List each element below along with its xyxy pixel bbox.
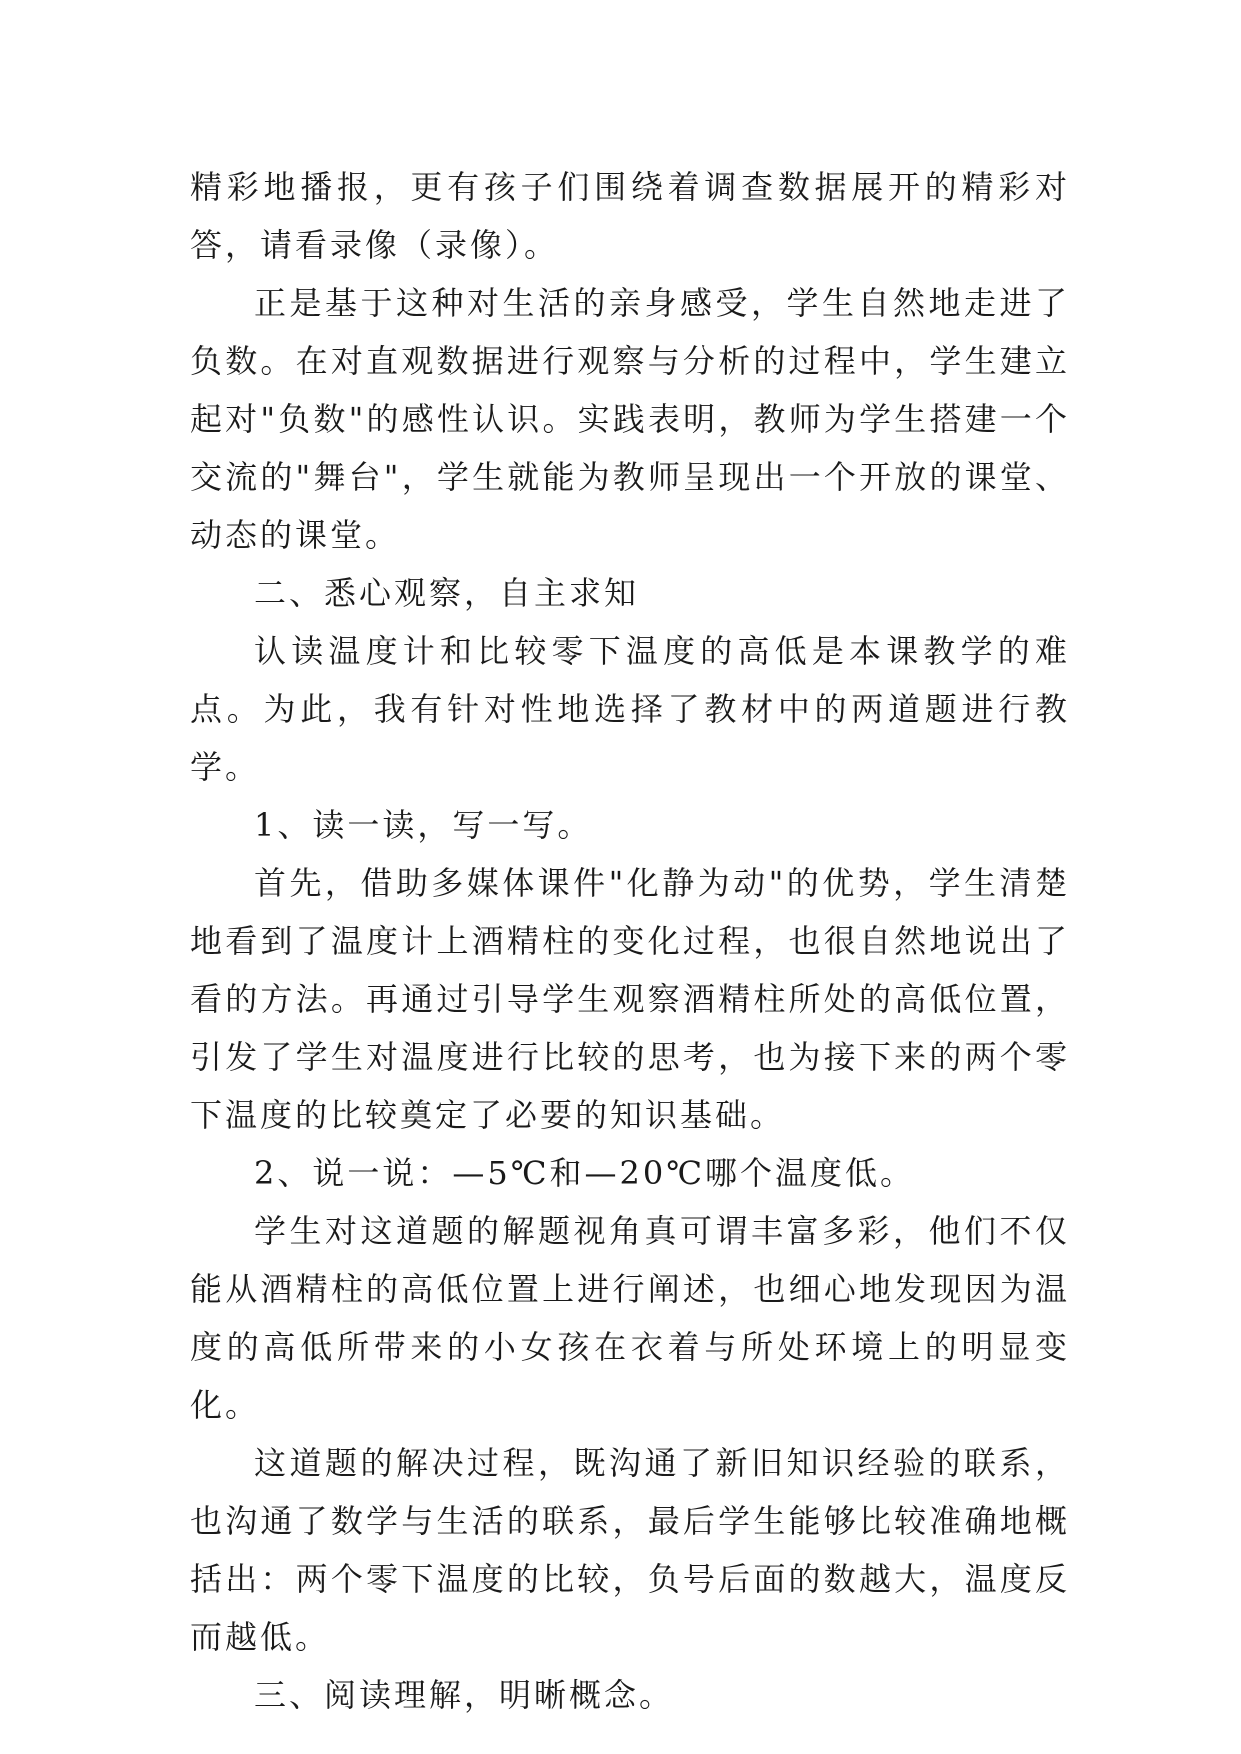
subheading-2: 2、说一说：—5℃和—20℃哪个温度低。 xyxy=(254,1154,916,1192)
paragraph-2: 正是基于这种对生活的亲身感受，学生自然地走进了负数。在对直观数据进行观察与分析的过程中，学生建立起对"负数"的感性认识。实践表明，教师为学生搭建一个交流的"舞台"，学生就能为教师呈现出一个开放的课堂、动态的课堂。 xyxy=(190,284,1070,554)
paragraph-5: 学生对这道题的解题视角真可谓丰富多彩，他们不仅能从酒精柱的高低位置上进行阐述，也细心地发现因为温度的高低所带来的小女孩在衣着与所处环境上的明显变化。 xyxy=(190,1212,1070,1424)
section-heading-3: 三、阅读理解，明晰概念。 xyxy=(254,1676,675,1714)
section-heading-2: 二、悉心观察，自主求知 xyxy=(254,574,640,612)
paragraph-3: 认读温度计和比较零下温度的高低是本课教学的难点。为此，我有针对性地选择了教材中的两道题进行教学。 xyxy=(190,632,1070,786)
paragraph-1: 精彩地播报，更有孩子们围绕着调查数据展开的精彩对答，请看录像（录像）。 xyxy=(190,168,1070,264)
subheading-1: 1、读一读，写一写。 xyxy=(254,806,593,844)
paragraph-6: 这道题的解决过程，既沟通了新旧知识经验的联系，也沟通了数学与生活的联系，最后学生能够比较准确地概括出：两个零下温度的比较，负号后面的数越大，温度反而越低。 xyxy=(190,1444,1070,1656)
paragraph-4: 首先，借助多媒体课件"化静为动"的优势，学生清楚地看到了温度计上酒精柱的变化过程，也很自然地说出了看的方法。再通过引导学生观察酒精柱所处的高低位置，引发了学生对温度进行比较的思考，也为接下来的两个零下温度的比较奠定了必要的知识基础。 xyxy=(190,864,1070,1134)
document-body xyxy=(190,158,1070,1724)
